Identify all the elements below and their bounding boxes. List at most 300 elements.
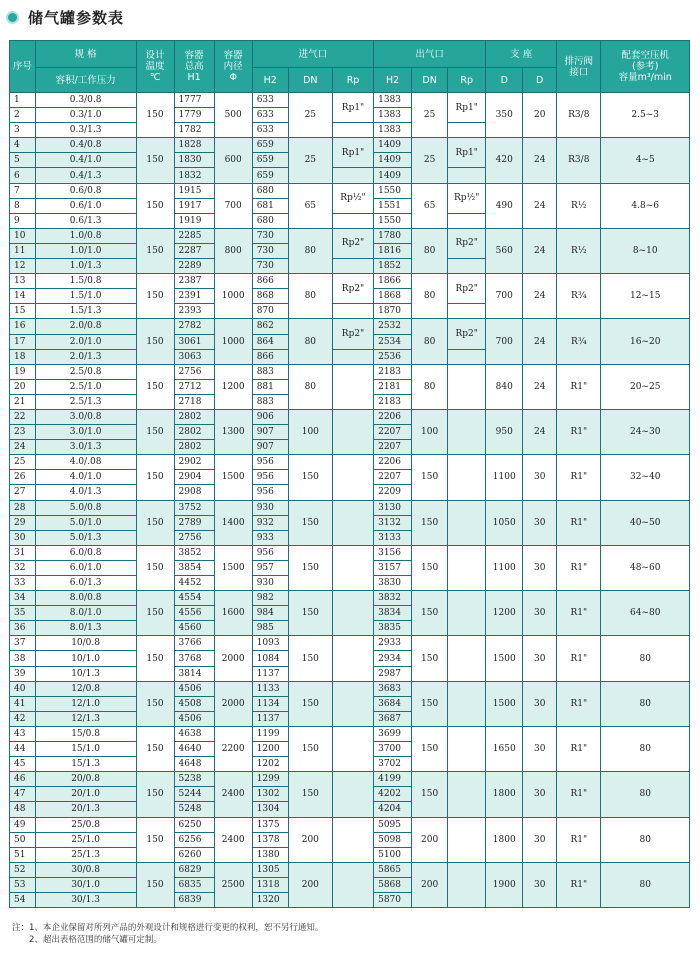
cell-support-d1: 420 bbox=[486, 138, 523, 183]
cell-in-h2: 956 bbox=[252, 545, 288, 560]
cell-seq: 13 bbox=[10, 274, 36, 289]
cell-seq: 46 bbox=[10, 772, 36, 787]
cell-out-h2: 3687 bbox=[374, 711, 412, 726]
cell-in-h2: 883 bbox=[252, 394, 288, 409]
table-row bbox=[10, 545, 690, 560]
cell-drain: R1" bbox=[557, 817, 601, 862]
cell-height: 4554 bbox=[174, 591, 214, 606]
cell-spec: 1.0/1.3 bbox=[35, 259, 136, 274]
cell-height: 2393 bbox=[174, 304, 214, 319]
table-row bbox=[10, 228, 690, 243]
cell-out-h2: 3699 bbox=[374, 726, 412, 741]
cell-in-h2: 1084 bbox=[252, 651, 288, 666]
cell-support-d2: 24 bbox=[523, 409, 557, 454]
cell-support-d1: 950 bbox=[486, 409, 523, 454]
cell-temp: 150 bbox=[136, 138, 174, 183]
cell-height: 2712 bbox=[174, 379, 214, 394]
cell-spec: 15/1.0 bbox=[35, 742, 136, 757]
cell-diameter: 2400 bbox=[214, 772, 252, 817]
cell-out-h2: 3684 bbox=[374, 696, 412, 711]
cell-seq: 45 bbox=[10, 757, 36, 772]
cell-spec: 25/1.3 bbox=[35, 847, 136, 862]
cell-out-rp-empty bbox=[448, 123, 486, 138]
cell-support-d1: 1500 bbox=[486, 636, 523, 681]
cell-spec: 8.0/1.0 bbox=[35, 606, 136, 621]
cell-support-d1: 560 bbox=[486, 228, 523, 273]
cell-drain: R1" bbox=[557, 636, 601, 681]
cell-support-d2: 24 bbox=[523, 183, 557, 228]
cell-out-dn: 150 bbox=[412, 591, 448, 636]
cell-in-h2: 1200 bbox=[252, 742, 288, 757]
cell-height: 6829 bbox=[174, 862, 214, 877]
cell-out-h2: 3683 bbox=[374, 681, 412, 696]
header-out-rp: Rp bbox=[448, 68, 486, 93]
cell-support-d1: 490 bbox=[486, 183, 523, 228]
cell-seq: 28 bbox=[10, 500, 36, 515]
cell-spec: 6.0/1.3 bbox=[35, 576, 136, 591]
cell-in-h2: 1380 bbox=[252, 847, 288, 862]
header-drain: 排污阀 接口 bbox=[557, 41, 601, 93]
cell-spec: 3.0/1.0 bbox=[35, 425, 136, 440]
cell-temp: 150 bbox=[136, 319, 174, 364]
cell-out-h2: 3702 bbox=[374, 757, 412, 772]
cell-temp: 150 bbox=[136, 681, 174, 726]
cell-out-rp-empty bbox=[448, 259, 486, 274]
cell-in-h2: 956 bbox=[252, 470, 288, 485]
cell-spec: 10/1.0 bbox=[35, 651, 136, 666]
cell-out-rp bbox=[448, 591, 486, 636]
cell-out-h2: 2933 bbox=[374, 636, 412, 651]
cell-out-dn: 150 bbox=[412, 636, 448, 681]
cell-temp: 150 bbox=[136, 862, 174, 907]
cell-in-h2: 1202 bbox=[252, 757, 288, 772]
cell-out-h2: 2207 bbox=[374, 440, 412, 455]
cell-support-d1: 350 bbox=[486, 93, 523, 138]
cell-height: 2782 bbox=[174, 319, 214, 334]
cell-in-rp bbox=[332, 545, 373, 590]
cell-out-dn: 150 bbox=[412, 726, 448, 771]
cell-support-d1: 700 bbox=[486, 274, 523, 319]
cell-in-h2: 1320 bbox=[252, 892, 288, 907]
table-row bbox=[10, 591, 690, 606]
cell-in-h2: 930 bbox=[252, 500, 288, 515]
cell-out-h2: 5098 bbox=[374, 832, 412, 847]
cell-support-d1: 840 bbox=[486, 364, 523, 409]
cell-out-dn: 80 bbox=[412, 319, 448, 364]
cell-height: 2802 bbox=[174, 425, 214, 440]
cell-in-h2: 730 bbox=[252, 259, 288, 274]
cell-seq: 29 bbox=[10, 515, 36, 530]
cell-seq: 34 bbox=[10, 591, 36, 606]
cell-out-h2: 3834 bbox=[374, 606, 412, 621]
cell-out-h2: 4199 bbox=[374, 772, 412, 787]
cell-in-rp bbox=[332, 681, 373, 726]
cell-in-h2: 1199 bbox=[252, 726, 288, 741]
cell-spec: 2.0/0.8 bbox=[35, 319, 136, 334]
cell-spec: 3.0/1.3 bbox=[35, 440, 136, 455]
cell-support-d2: 30 bbox=[523, 591, 557, 636]
cell-spec: 0.6/0.8 bbox=[35, 183, 136, 198]
cell-height: 1917 bbox=[174, 198, 214, 213]
cell-spec: 1.5/0.8 bbox=[35, 274, 136, 289]
cell-in-dn: 150 bbox=[288, 772, 332, 817]
cell-height: 3063 bbox=[174, 349, 214, 364]
cell-seq: 47 bbox=[10, 787, 36, 802]
cell-in-rp: Rp1" bbox=[332, 138, 373, 168]
cell-compressor: 8~10 bbox=[601, 228, 690, 273]
cell-spec: 1.0/1.0 bbox=[35, 243, 136, 258]
cell-in-h2: 956 bbox=[252, 485, 288, 500]
cell-in-dn: 25 bbox=[288, 138, 332, 183]
cell-spec: 0.3/0.8 bbox=[35, 93, 136, 108]
cell-height: 4648 bbox=[174, 757, 214, 772]
cell-compressor: 2.5~3 bbox=[601, 93, 690, 138]
cell-out-dn: 25 bbox=[412, 93, 448, 138]
cell-out-rp: Rp2" bbox=[448, 228, 486, 258]
cell-seq: 4 bbox=[10, 138, 36, 153]
cell-in-h2: 907 bbox=[252, 440, 288, 455]
header-spec-sub: 容积/工作压力 bbox=[35, 68, 136, 93]
cell-out-h2: 1409 bbox=[374, 138, 412, 153]
cell-out-dn: 150 bbox=[412, 545, 448, 590]
cell-in-h2: 985 bbox=[252, 621, 288, 636]
cell-spec: 30/0.8 bbox=[35, 862, 136, 877]
cell-in-dn: 150 bbox=[288, 681, 332, 726]
cell-in-rp-empty bbox=[332, 304, 373, 319]
cell-spec: 30/1.0 bbox=[35, 877, 136, 892]
cell-in-dn: 150 bbox=[288, 455, 332, 500]
cell-diameter: 600 bbox=[214, 138, 252, 183]
header-out-dn: DN bbox=[412, 68, 448, 93]
cell-in-rp bbox=[332, 862, 373, 907]
cell-support-d1: 1650 bbox=[486, 726, 523, 771]
cell-out-h2: 1550 bbox=[374, 213, 412, 228]
cell-seq: 22 bbox=[10, 409, 36, 424]
cell-spec: 4.0/1.3 bbox=[35, 485, 136, 500]
cell-diameter: 1300 bbox=[214, 409, 252, 454]
cell-height: 5238 bbox=[174, 772, 214, 787]
cell-in-dn: 80 bbox=[288, 228, 332, 273]
cell-out-h2: 2206 bbox=[374, 409, 412, 424]
cell-seq: 10 bbox=[10, 228, 36, 243]
cell-drain: R1" bbox=[557, 409, 601, 454]
table-row bbox=[10, 681, 690, 696]
cell-height: 1830 bbox=[174, 153, 214, 168]
cell-temp: 150 bbox=[136, 274, 174, 319]
cell-in-h2: 933 bbox=[252, 530, 288, 545]
cell-drain: R1" bbox=[557, 545, 601, 590]
cell-support-d1: 1100 bbox=[486, 455, 523, 500]
header-seq: 序号 bbox=[10, 41, 36, 93]
cell-compressor: 40~50 bbox=[601, 500, 690, 545]
cell-temp: 150 bbox=[136, 817, 174, 862]
cell-seq: 5 bbox=[10, 153, 36, 168]
circle-bullet-icon bbox=[6, 11, 19, 24]
cell-temp: 150 bbox=[136, 228, 174, 273]
cell-spec: 6.0/0.8 bbox=[35, 545, 136, 560]
cell-spec: 12/1.0 bbox=[35, 696, 136, 711]
cell-spec: 0.4/1.3 bbox=[35, 168, 136, 183]
cell-temp: 150 bbox=[136, 500, 174, 545]
cell-out-h2: 1550 bbox=[374, 183, 412, 198]
cell-height: 4508 bbox=[174, 696, 214, 711]
cell-drain: R1" bbox=[557, 681, 601, 726]
header-diameter: 容器 内径 Φ bbox=[214, 41, 252, 93]
cell-height: 6835 bbox=[174, 877, 214, 892]
cell-compressor: 32~40 bbox=[601, 455, 690, 500]
cell-diameter: 1500 bbox=[214, 455, 252, 500]
header-in-rp: Rp bbox=[332, 68, 373, 93]
cell-in-rp bbox=[332, 455, 373, 500]
cell-seq: 32 bbox=[10, 560, 36, 575]
cell-diameter: 1200 bbox=[214, 364, 252, 409]
cell-in-h2: 659 bbox=[252, 153, 288, 168]
cell-height: 3061 bbox=[174, 334, 214, 349]
cell-in-rp-empty bbox=[332, 259, 373, 274]
cell-out-h2: 1816 bbox=[374, 243, 412, 258]
cell-out-rp: Rp2" bbox=[448, 274, 486, 304]
cell-out-h2: 4202 bbox=[374, 787, 412, 802]
table-row bbox=[10, 862, 690, 877]
cell-support-d2: 24 bbox=[523, 319, 557, 364]
cell-diameter: 2500 bbox=[214, 862, 252, 907]
cell-in-dn: 150 bbox=[288, 636, 332, 681]
page-title: 储气罐参数表 bbox=[28, 8, 125, 27]
cell-out-h2: 1866 bbox=[374, 274, 412, 289]
cell-spec: 5.0/1.0 bbox=[35, 515, 136, 530]
cell-compressor: 80 bbox=[601, 817, 690, 862]
cell-spec: 2.0/1.0 bbox=[35, 334, 136, 349]
cell-diameter: 2200 bbox=[214, 726, 252, 771]
cell-in-h2: 681 bbox=[252, 198, 288, 213]
cell-in-h2: 930 bbox=[252, 576, 288, 591]
cell-in-h2: 1378 bbox=[252, 832, 288, 847]
cell-drain: R1" bbox=[557, 862, 601, 907]
cell-height: 1832 bbox=[174, 168, 214, 183]
cell-out-dn: 150 bbox=[412, 455, 448, 500]
cell-in-rp bbox=[332, 772, 373, 817]
cell-out-dn: 150 bbox=[412, 772, 448, 817]
cell-in-h2: 730 bbox=[252, 228, 288, 243]
cell-height: 5244 bbox=[174, 787, 214, 802]
cell-spec: 8.0/1.3 bbox=[35, 621, 136, 636]
header-temp: 设计 温度 ℃ bbox=[136, 41, 174, 93]
cell-in-h2: 1304 bbox=[252, 802, 288, 817]
cell-out-dn: 150 bbox=[412, 681, 448, 726]
cell-drain: R½ bbox=[557, 183, 601, 228]
title-bar bbox=[6, 5, 124, 29]
cell-seq: 23 bbox=[10, 425, 36, 440]
cell-out-rp bbox=[448, 409, 486, 454]
cell-spec: 0.6/1.0 bbox=[35, 198, 136, 213]
table-row bbox=[10, 319, 690, 334]
cell-out-h2: 3130 bbox=[374, 500, 412, 515]
cell-in-h2: 881 bbox=[252, 379, 288, 394]
cell-diameter: 1000 bbox=[214, 274, 252, 319]
cell-height: 4506 bbox=[174, 711, 214, 726]
table-row bbox=[10, 138, 690, 153]
cell-in-h2: 680 bbox=[252, 213, 288, 228]
cell-in-rp-empty bbox=[332, 168, 373, 183]
cell-height: 3854 bbox=[174, 560, 214, 575]
cell-in-h2: 1093 bbox=[252, 636, 288, 651]
cell-out-h2: 2934 bbox=[374, 651, 412, 666]
cell-support-d2: 24 bbox=[523, 274, 557, 319]
cell-height: 4560 bbox=[174, 621, 214, 636]
cell-in-h2: 1302 bbox=[252, 787, 288, 802]
cell-out-rp: Rp1" bbox=[448, 138, 486, 168]
cell-spec: 4.0/.08 bbox=[35, 455, 136, 470]
header-inlet: 进气口 bbox=[252, 41, 373, 68]
cell-in-rp-empty bbox=[332, 349, 373, 364]
cell-in-rp: Rp2" bbox=[332, 319, 373, 349]
cell-out-dn: 25 bbox=[412, 138, 448, 183]
cell-out-h2: 5100 bbox=[374, 847, 412, 862]
cell-in-h2: 870 bbox=[252, 304, 288, 319]
cell-in-h2: 1137 bbox=[252, 711, 288, 726]
cell-seq: 3 bbox=[10, 123, 36, 138]
header-out-h2: H2 bbox=[374, 68, 412, 93]
cell-seq: 20 bbox=[10, 379, 36, 394]
cell-support-d2: 30 bbox=[523, 545, 557, 590]
cell-seq: 48 bbox=[10, 802, 36, 817]
cell-spec: 2.5/1.0 bbox=[35, 379, 136, 394]
cell-out-rp bbox=[448, 500, 486, 545]
cell-out-h2: 3700 bbox=[374, 742, 412, 757]
cell-diameter: 2000 bbox=[214, 636, 252, 681]
cell-in-rp: Rp2" bbox=[332, 228, 373, 258]
cell-in-h2: 932 bbox=[252, 515, 288, 530]
cell-in-h2: 984 bbox=[252, 606, 288, 621]
cell-support-d2: 30 bbox=[523, 726, 557, 771]
cell-in-rp bbox=[332, 726, 373, 771]
cell-out-h2: 2536 bbox=[374, 349, 412, 364]
cell-in-dn: 150 bbox=[288, 545, 332, 590]
cell-in-dn: 100 bbox=[288, 409, 332, 454]
table-body bbox=[10, 93, 690, 908]
cell-support-d1: 1100 bbox=[486, 545, 523, 590]
cell-support-d1: 1800 bbox=[486, 817, 523, 862]
cell-spec: 2.5/0.8 bbox=[35, 364, 136, 379]
cell-in-h2: 1299 bbox=[252, 772, 288, 787]
cell-out-rp bbox=[448, 862, 486, 907]
cell-spec: 1.0/0.8 bbox=[35, 228, 136, 243]
cell-out-h2: 2534 bbox=[374, 334, 412, 349]
cell-support-d1: 700 bbox=[486, 319, 523, 364]
cell-out-h2: 5095 bbox=[374, 817, 412, 832]
cell-spec: 5.0/0.8 bbox=[35, 500, 136, 515]
cell-seq: 40 bbox=[10, 681, 36, 696]
cell-in-h2: 1375 bbox=[252, 817, 288, 832]
cell-spec: 0.6/1.3 bbox=[35, 213, 136, 228]
cell-seq: 1 bbox=[10, 93, 36, 108]
cell-support-d2: 30 bbox=[523, 500, 557, 545]
cell-out-rp: Rp½" bbox=[448, 183, 486, 213]
cell-out-h2: 2183 bbox=[374, 364, 412, 379]
cell-seq: 6 bbox=[10, 168, 36, 183]
cell-compressor: 80 bbox=[601, 726, 690, 771]
cell-out-dn: 65 bbox=[412, 183, 448, 228]
cell-compressor: 4~5 bbox=[601, 138, 690, 183]
cell-seq: 31 bbox=[10, 545, 36, 560]
cell-in-h2: 1133 bbox=[252, 681, 288, 696]
cell-height: 4506 bbox=[174, 681, 214, 696]
header-support: 支 座 bbox=[486, 41, 557, 68]
cell-height: 2285 bbox=[174, 228, 214, 243]
header-support-d1: D bbox=[486, 68, 523, 93]
cell-compressor: 12~15 bbox=[601, 274, 690, 319]
cell-diameter: 1500 bbox=[214, 545, 252, 590]
cell-out-h2: 5865 bbox=[374, 862, 412, 877]
cell-drain: R1" bbox=[557, 364, 601, 409]
cell-out-h2: 3133 bbox=[374, 530, 412, 545]
cell-height: 2287 bbox=[174, 243, 214, 258]
cell-drain: R1" bbox=[557, 591, 601, 636]
cell-compressor: 64~80 bbox=[601, 591, 690, 636]
footnotes bbox=[12, 922, 323, 946]
cell-in-dn: 65 bbox=[288, 183, 332, 228]
cell-seq: 49 bbox=[10, 817, 36, 832]
cell-out-h2: 2987 bbox=[374, 666, 412, 681]
cell-height: 4452 bbox=[174, 576, 214, 591]
cell-out-h2: 1409 bbox=[374, 168, 412, 183]
cell-drain: R¾ bbox=[557, 319, 601, 364]
cell-height: 4556 bbox=[174, 606, 214, 621]
cell-diameter: 1000 bbox=[214, 319, 252, 364]
cell-in-h2: 1134 bbox=[252, 696, 288, 711]
cell-out-h2: 2532 bbox=[374, 319, 412, 334]
cell-seq: 39 bbox=[10, 666, 36, 681]
cell-height: 2391 bbox=[174, 289, 214, 304]
cell-out-h2: 1383 bbox=[374, 93, 412, 108]
cell-out-dn: 80 bbox=[412, 364, 448, 409]
table-row bbox=[10, 364, 690, 379]
cell-height: 3852 bbox=[174, 545, 214, 560]
cell-diameter: 500 bbox=[214, 93, 252, 138]
cell-in-h2: 730 bbox=[252, 243, 288, 258]
cell-temp: 150 bbox=[136, 726, 174, 771]
note-2: 2、超出表格范围的储气罐可定制。 bbox=[29, 935, 162, 945]
cell-support-d2: 24 bbox=[523, 228, 557, 273]
cell-seq: 35 bbox=[10, 606, 36, 621]
cell-out-dn: 80 bbox=[412, 274, 448, 319]
cell-support-d1: 1500 bbox=[486, 681, 523, 726]
cell-height: 3752 bbox=[174, 500, 214, 515]
cell-out-h2: 5870 bbox=[374, 892, 412, 907]
cell-support-d2: 30 bbox=[523, 817, 557, 862]
header-compressor: 配套空压机 (参考) 容量m³/min bbox=[601, 41, 690, 93]
cell-temp: 150 bbox=[136, 591, 174, 636]
cell-spec: 2.0/1.3 bbox=[35, 349, 136, 364]
cell-out-h2: 2207 bbox=[374, 470, 412, 485]
cell-drain: R3/8 bbox=[557, 138, 601, 183]
cell-compressor: 20~25 bbox=[601, 364, 690, 409]
cell-out-h2: 1852 bbox=[374, 259, 412, 274]
cell-seq: 50 bbox=[10, 832, 36, 847]
table-row bbox=[10, 500, 690, 515]
cell-spec: 25/1.0 bbox=[35, 832, 136, 847]
cell-temp: 150 bbox=[136, 772, 174, 817]
table-row bbox=[10, 93, 690, 108]
cell-diameter: 2400 bbox=[214, 817, 252, 862]
cell-spec: 12/0.8 bbox=[35, 681, 136, 696]
cell-spec: 0.3/1.3 bbox=[35, 123, 136, 138]
cell-out-rp bbox=[448, 817, 486, 862]
cell-compressor: 80 bbox=[601, 772, 690, 817]
cell-out-h2: 2181 bbox=[374, 379, 412, 394]
cell-in-h2: 680 bbox=[252, 183, 288, 198]
cell-spec: 15/1.3 bbox=[35, 757, 136, 772]
